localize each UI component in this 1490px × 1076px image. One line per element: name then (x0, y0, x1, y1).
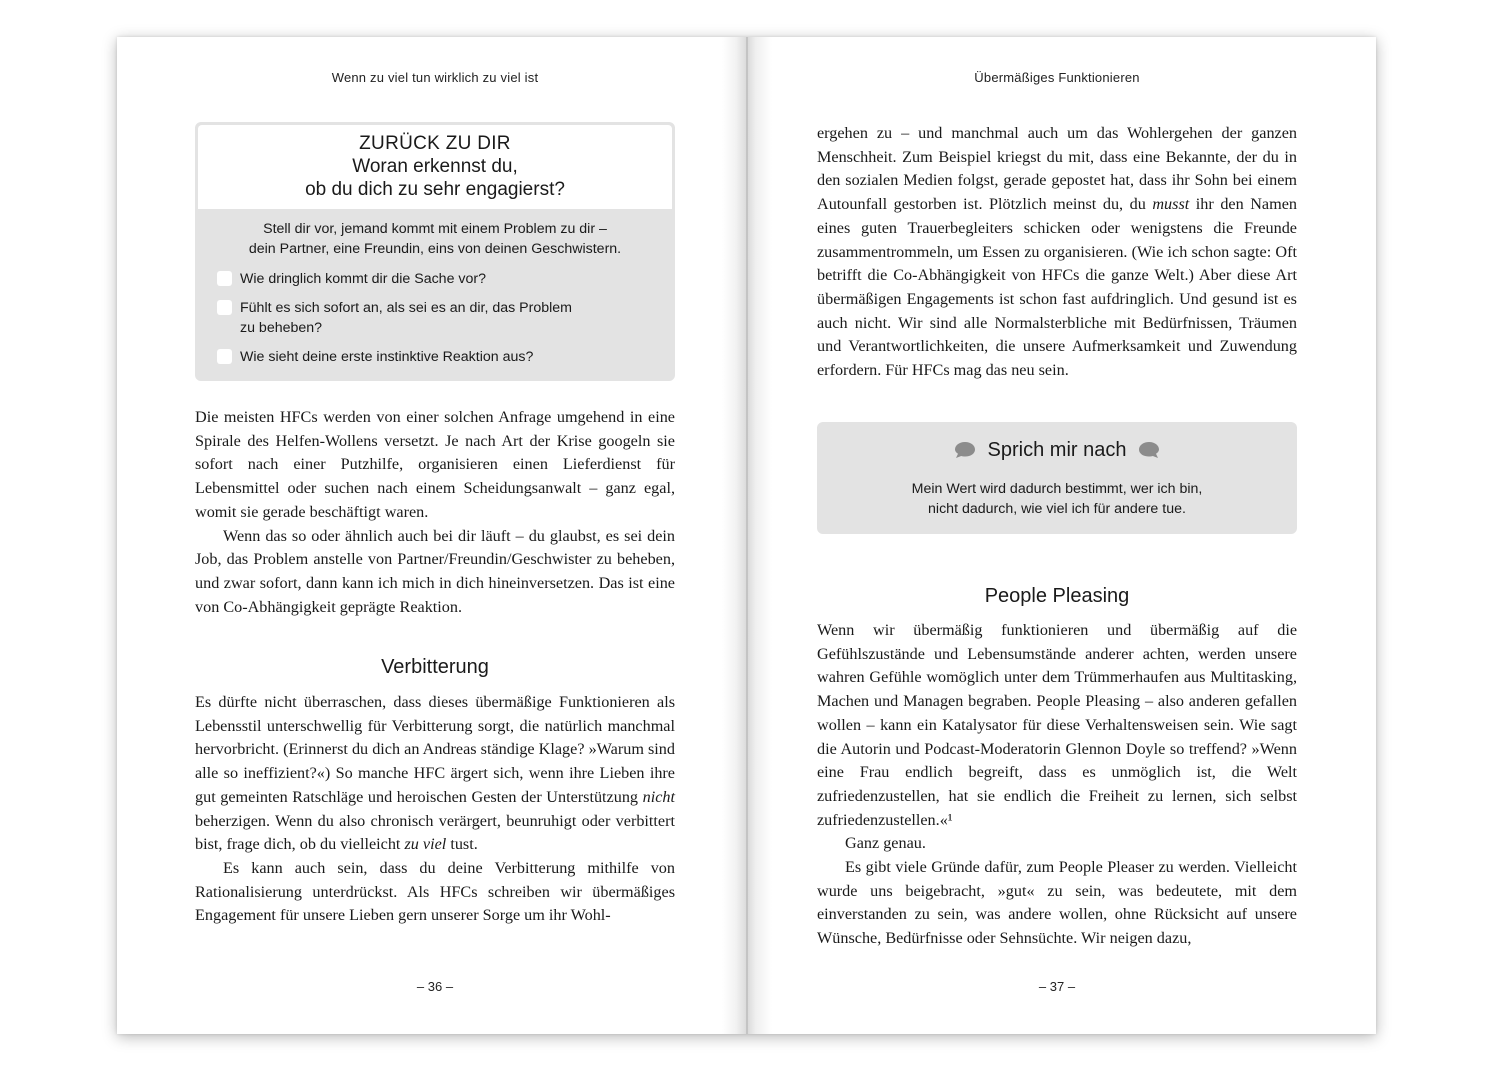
paragraph: Die meisten HFCs werden von einer solchen Anfrage umgehend in eine Spirale des Helfen-Wollens versetzt. Je nach Art der Krise googeln sie sofort nach einer Putzhilfe, organisieren einen Lieferdienst für Lebensmittel oder suchen nach einem Scheidungsanwalt – ganz egal, womit sie gerade beschäftigt waren. (195, 408, 675, 521)
reflection-intro (195, 219, 675, 259)
paragraph: Wenn das so oder ähnlich auch bei dir läuft – du glaubst, es sei dein Job, das Problem anstelle von Partner/Freundin/Geschwister zu beheben, und zwar sofort, dann kann ich mich in dich hineinversetzen. Das ist eine von Co-Abhängigkeit geprägte Reaktion. (195, 526, 675, 616)
paragraph: Es kann auch sein, dass du deine Verbitterung mithilfe von Rationalisierung unterdrückst. Als HFCs schreiben wir übermäßiges Engagement für unsere Lieben gern unserer Sorge um ihr Wohl- (195, 858, 675, 925)
paragraph-text: beherzigen. Wenn du also chronisch verärgert, beunruhigt oder verbittert bist, frage dich, ob du vielleicht (195, 811, 675, 854)
section-heading-people-pleasing: People Pleasing (984, 585, 1130, 607)
checklist-item (217, 269, 637, 289)
left-page (117, 37, 746, 1034)
paragraph (817, 122, 1297, 383)
reflection-intro-line2: dein Partner, eine Freundin, eins von deinen Geschwistern. (248, 241, 622, 257)
right-body-lower (817, 619, 1297, 951)
page-number-right: – 37 – (1038, 979, 1076, 994)
right-page (746, 37, 1376, 1034)
checkbox-icon (217, 349, 232, 364)
reflection-question-line1: Woran erkennst du, (352, 156, 518, 177)
book-spread (117, 37, 1376, 1034)
checklist-item-label: Wie dringlich kommt dir die Sache vor? (240, 271, 487, 287)
speech-bubble-icon (1138, 441, 1160, 459)
reflection-box-header (198, 125, 672, 209)
mantra-text (817, 479, 1297, 519)
checkbox-icon (217, 300, 232, 315)
reflection-question-line2: ob du dich zu sehr engagierst? (305, 179, 565, 200)
paragraph: Ganz genau. (845, 834, 926, 853)
speech-bubble-icon (954, 441, 976, 459)
reflection-box (195, 122, 675, 381)
page-number-left: – 36 – (416, 979, 454, 994)
running-head-left: Wenn zu viel tun wirklich zu viel ist (331, 70, 539, 85)
book-gutter (746, 37, 748, 1034)
checklist-item-label-continued: zu beheben? (240, 320, 323, 336)
checklist-item (217, 347, 637, 367)
checklist-item-label: Fühlt es sich sofort an, als sei es an dir, das Problem (240, 300, 572, 316)
mantra-title-row (817, 437, 1297, 463)
checklist-item-label: Wie sieht deine erste instinktive Reaktion aus? (240, 349, 534, 365)
checkbox-icon (217, 271, 232, 286)
reflection-checklist (217, 269, 637, 376)
reflection-kicker: ZURÜCK ZU DIR (359, 133, 511, 154)
right-body-upper (817, 122, 1297, 383)
paragraph-text: ergehen zu – und manchmal auch um das Wohlergehen der ganzen Menschheit. Zum Beispiel kriegst du mit, dass eine Bekannte, der du in den sozialen Medien folgst, gerade gepostet hat, dass ihr Sohn bei einem Autounfall gestorben ist. Plötzlich meinst du, du (817, 124, 1297, 214)
paragraph (195, 691, 675, 857)
reflection-intro-line1: Stell dir vor, jemand kommt mit einem Problem zu dir – (263, 221, 607, 237)
paragraph-text: ihr den Namen eines guten Trauerbegleiters schicken oder wenigstens die Freunde zusammentrommeln, um Essen zu organisieren. (Wie ich schon sagte: Oft betrifft die Co-Abhängigkeit von HFCs die ganze Welt.) Aber diese Art übermäßigen Engagements ist schon fast aufdringlich. Und gesund ist es auch nicht. Wir sind alle Normalsterbliche mit Bedürfnissen, Träumen und Verantwortlichkeiten, die unsere Aufmerksamkeit und Zuwendung erfordern. Für HFCs mag das neu sein. (817, 195, 1297, 380)
paragraph-text: Es dürfte nicht überraschen, dass dieses übermäßige Funktionieren als Lebensstil unterschwellig für Verbitterung sorgt, die natürlich manchmal hervorbricht. (Erinnerst du dich an Andreas ständige Klage? »Warum sind alle so ineffizient?«) So manche HFC ärgert sich, wenn ihre Lieben ihre gut gemeinten Ratschläge und heroischen Gesten der Unterstützung (195, 693, 675, 806)
mantra-title: Sprich mir nach (987, 439, 1127, 461)
section-heading-verbitterung: Verbitterung (381, 656, 489, 678)
emphasis-text: nicht (642, 787, 675, 806)
paragraph: Es gibt viele Gründe dafür, zum People Pleaser zu werden. Vielleicht wurde uns beigebracht, »gut« zu sein, was bedeutete, mit dem einverstanden zu sein, was andere wollen, ohne Rücksicht auf unsere Wünsche, Bedürfnisse oder Sehnsüchte. Wir neigen dazu, (817, 858, 1297, 948)
paragraph-text: tust. (446, 835, 478, 854)
mantra-line1: Mein Wert wird dadurch bestimmt, wer ich bin, (911, 481, 1203, 497)
checklist-item (217, 298, 637, 338)
emphasis-text: zu viel (404, 835, 447, 854)
left-body-lower (195, 691, 675, 928)
running-head-right: Übermäßiges Funktionieren (974, 70, 1140, 85)
mantra-box (817, 422, 1297, 534)
emphasis-text: musst (1152, 195, 1190, 214)
left-body-upper (195, 406, 675, 619)
paragraph: Wenn wir übermäßig funktionieren und übermäßig auf die Gefühlszustände und Lebensumstände anderer achten, werden unsere wahren Gefühle womöglich unter dem Trümmerhaufen aus Multitasking, Machen und Managen begraben. People Pleasing – also anderen gefallen wollen – kann ein Katalysator für diese Verhaltensweisen sein. Wie sagt die Autorin und Podcast-Moderatorin Glennon Doyle so treffend? »Wenn eine Frau endlich begreift, dass es unmöglich ist, die Welt zufriedenzustellen, hat sie endlich die Freiheit zu lernen, sich selbst zufriedenzustellen.«¹ (817, 621, 1297, 829)
mantra-line2: nicht dadurch, wie viel ich für andere tue. (928, 501, 1186, 517)
